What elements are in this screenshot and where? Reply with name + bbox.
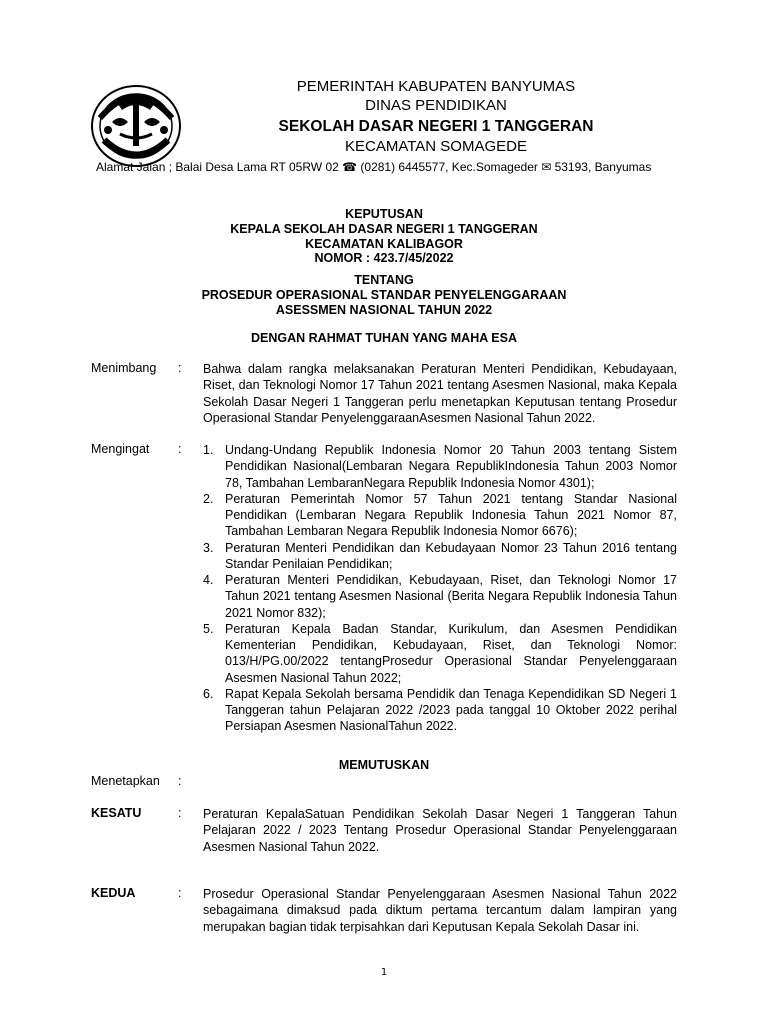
header-agency: DINAS PENDIDIKAN (365, 97, 507, 114)
decree-subject-line1: PROSEDUR OPERASIONAL STANDAR PENYELENGGARAAN (201, 287, 567, 302)
mengingat-colon: : (178, 442, 182, 456)
kedua-colon: : (178, 886, 182, 900)
kesatu-colon: : (178, 806, 182, 820)
menetapkan-label: Menetapkan (91, 774, 160, 788)
mengingat-list (203, 442, 677, 735)
list-item-number: 5. (203, 621, 214, 636)
mengingat-label: Mengingat (91, 442, 150, 456)
list-item-number: 6. (203, 686, 214, 701)
menimbang-text: Bahwa dalam rangka melaksanakan Peraturan Menteri Pendidikan, Kebudayaan, Riset, dan Teknologi Nomor 17 Tahun 2021 tentang Asesmen Nasional, maka Kepala Sekolah Dasar Negeri 1 Tanggeran perlu menetapkan Keputusan tentang Prosedur Operasional Standar PenyelenggaraanAsesmen Nasional Tahun 2022. (203, 362, 677, 425)
memutuskan-heading: MEMUTUSKAN (338, 758, 430, 772)
decree-invocation: DENGAN RAHMAT TUHAN YANG MAHA ESA (251, 331, 517, 345)
list-item-text: Undang-Undang Republik Indonesia Nomor 20 Tahun 2003 tentang Sistem Pendidikan Nasional(Lembaran Negara RepublikIndonesia Tahun 2003 Nomor 78, Tambahan LembaranNegara Republik Indonesia Nomor 4301); (225, 443, 677, 490)
list-item-number: 4. (203, 573, 214, 587)
list-item (203, 686, 677, 735)
header-school-name: SEKOLAH DASAR NEGERI 1 TANGGERAN (278, 118, 594, 135)
decree-subject-block (0, 273, 768, 317)
decree-label: KEPUTUSAN (345, 207, 423, 221)
kedua-text: Prosedur Operasional Standar Penyelenggaraan Asesmen Nasional Tahun 2022 sebagaimana dimaksud pada diktum pertama tercantum dalam lampiran yang merupakan bagian tidak terpisahkan dari Keputusan Kepala Sekolah Dasar ini. (203, 887, 677, 934)
header-district: KECAMATAN SOMAGEDE (345, 138, 527, 155)
menimbang-label: Menimbang (91, 361, 157, 375)
decree-title-block (0, 207, 768, 266)
menetapkan-colon: : (178, 774, 182, 788)
list-item-number: 3. (203, 540, 214, 555)
list-item-text: Peraturan Pemerintah Nomor 57 Tahun 2021 tentang Standar Nasional Pendidikan (Lembaran Negara Republik Indonesia Tahun 2021 Nomor 87, Tambahan Lembaran Negara Republik Indonesia Nomor 6676); (225, 491, 677, 539)
page-number: 1 (380, 967, 388, 978)
list-item (203, 572, 677, 621)
kesatu-text: Peraturan KepalaSatuan Pendidikan Sekolah Dasar Negeri 1 Tanggeran Tahun Pelajaran 2022 / 2023 Tentang Prosedur Operasional Standar Penyelenggaraan Asesmen Nasional Tahun 2022. (203, 807, 677, 854)
list-item (203, 442, 677, 491)
menimbang-colon: : (178, 361, 182, 375)
decree-subdistrict: KECAMATAN KALIBAGOR (305, 236, 463, 251)
list-item (203, 621, 677, 686)
header-government: PEMERINTAH KABUPATEN BANYUMAS (296, 78, 576, 95)
list-item (203, 491, 677, 540)
decree-issuer: KEPALA SEKOLAH DASAR NEGERI 1 TANGGERAN (230, 221, 538, 236)
kesatu-label: KESATU (91, 806, 142, 820)
kedua-label: KEDUA (91, 886, 136, 900)
decree-about-label: TENTANG (354, 273, 414, 287)
list-item-text: Peraturan Kepala Badan Standar, Kurikulum, dan Asesmen Pendidikan Kementerian Pendidikan, Kebudayaan, Riset, dan Teknologi Nomor: 013/H/PG.00/2022 tentangProsedur Operasional Standar Penyelenggaraan Asesmen Nasional Tahun 2022; (225, 621, 677, 685)
list-item-text: Peraturan Menteri Pendidikan, Kebudayaan, Riset, dan Teknologi Nomor 17 Tahun 2021 tentang Asesmen Nasional (Berita Negara Republik Indonesia Tahun 2021 Nomor 832); (225, 573, 677, 620)
decree-number: NOMOR : 423.7/45/2022 (314, 251, 454, 266)
list-item-number: 1. (203, 443, 214, 457)
list-item (203, 540, 677, 573)
list-item-text: Rapat Kepala Sekolah bersama Pendidik dan Tenaga Kependidikan SD Negeri 1 Tanggeran tahun Pelajaran 2022 /2023 pada tanggal 10 Oktober 2022 perihal Persiapan Asesmen NasionalTahun 2022. (225, 686, 677, 734)
list-item-text: Peraturan Menteri Pendidikan dan Kebudayaan Nomor 23 Tahun 2016 tentang Standar Penilaian Pendidikan; (225, 540, 677, 571)
list-item-number: 2. (203, 491, 214, 506)
header-address: Alamat Jalan ; Balai Desa Lama RT 05RW 02 ☎ (0281) 6445577, Kec.Somageder ✉ 53193, Banyumas (96, 160, 652, 174)
banyumas-emblem-logo (90, 78, 182, 170)
decree-subject-line2: ASESSMEN NASIONAL TAHUN 2022 (275, 302, 493, 317)
